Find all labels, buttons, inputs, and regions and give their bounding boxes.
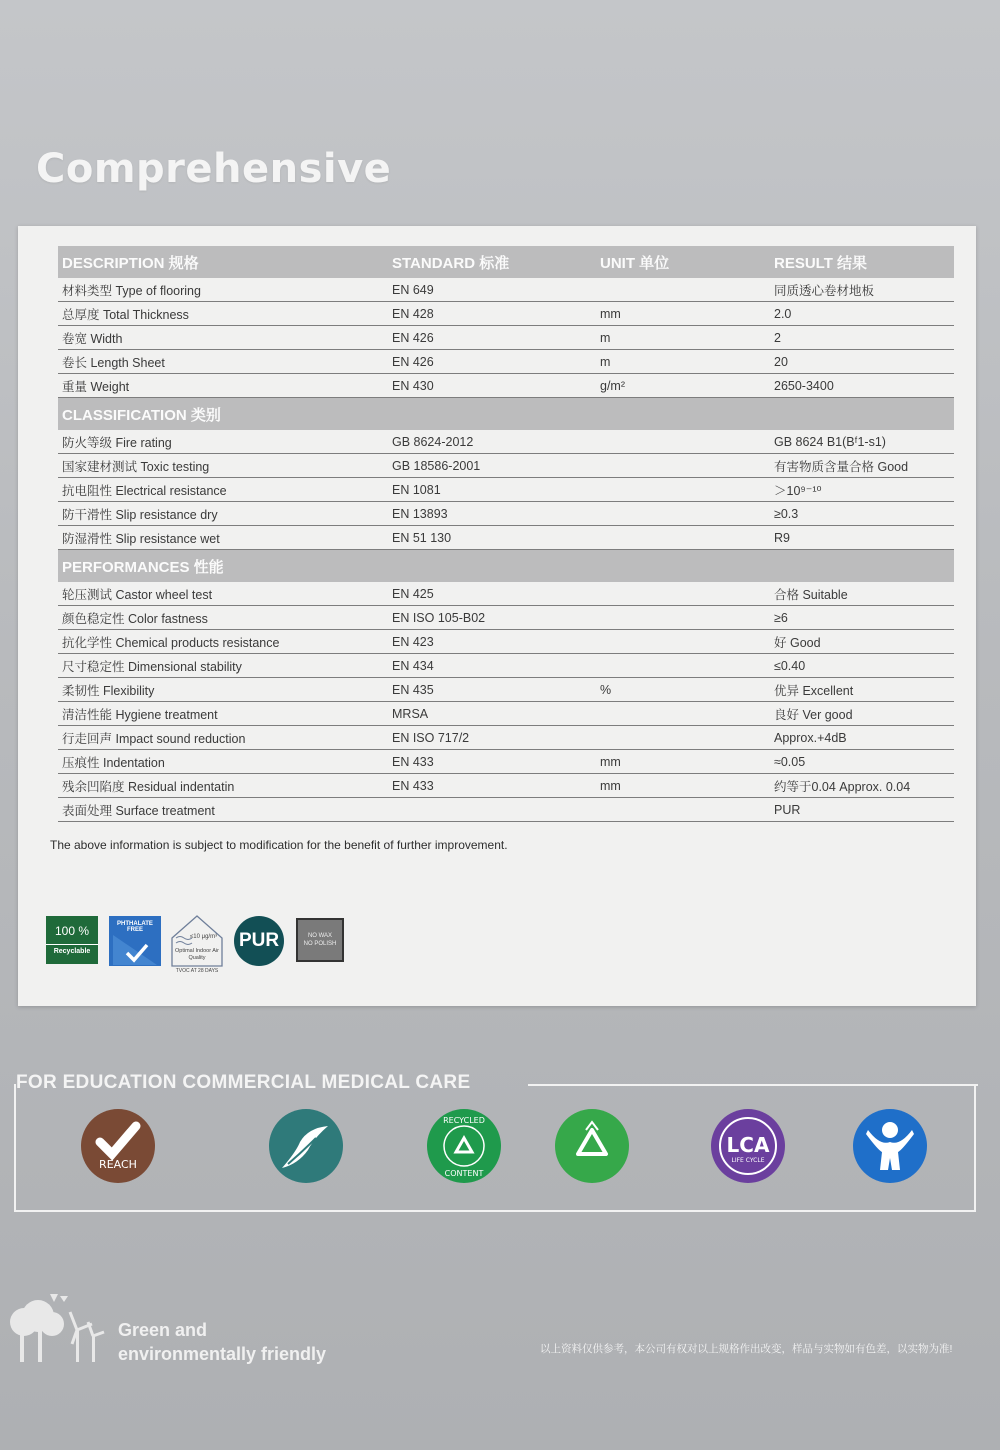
table-cell (596, 430, 770, 454)
voc-label: Optimal Indoor Air Quality (174, 948, 220, 961)
recyclable-label: Recyclable (46, 944, 98, 955)
table-cell: MRSA (388, 702, 596, 726)
table-cell (596, 478, 770, 502)
table-cell: % (596, 678, 770, 702)
table-row (58, 478, 954, 502)
table-cell: 柔韧性 Flexibility (58, 678, 388, 702)
table-header (58, 246, 954, 278)
recycled-content-icon (426, 1108, 502, 1184)
table-cell: R9 (770, 526, 954, 550)
footnote: The above information is subject to modification for the benefit of further improvement. (50, 838, 508, 852)
table-cell: 防湿滑性 Slip resistance wet (58, 526, 388, 550)
table-cell: 2 (770, 326, 954, 350)
table-cell: 好 Good (770, 630, 954, 654)
green-line1: Green and (118, 1320, 208, 1340)
table-cell: 国家建材测试 Toxic testing (58, 454, 388, 478)
table-row (58, 374, 954, 398)
performances-header (58, 550, 954, 583)
page-title: Comprehensive (36, 146, 392, 192)
table-cell: 良好 Ver good (770, 702, 954, 726)
table-cell: EN 430 (388, 374, 596, 398)
table-cell: 2.0 (770, 302, 954, 326)
table-cell: EN 426 (388, 350, 596, 374)
nowax-line1: NO WAX (307, 933, 333, 939)
spec-card (18, 226, 976, 1006)
check-icon (109, 933, 161, 967)
table-cell: 合格 Suitable (770, 582, 954, 606)
table-cell: 抗电阻性 Electrical resistance (58, 478, 388, 502)
table-cell: EN 433 (388, 774, 596, 798)
table-cell: GB 8624 B1(Bᶠ1-s1) (770, 430, 954, 454)
table-cell: EN 1081 (388, 478, 596, 502)
table-cell: EN ISO 717/2 (388, 726, 596, 750)
nowax-line2: NO POLISH (303, 941, 337, 947)
green-tagline (118, 1318, 326, 1366)
table-cell: 卷宽 Width (58, 326, 388, 350)
table-cell: ≥6 (770, 606, 954, 630)
table-row (58, 702, 954, 726)
spec-table (58, 246, 954, 822)
table-header-cell: DESCRIPTION 规格 (58, 246, 388, 278)
table-cell: PUR (770, 798, 954, 822)
table-cell: EN 426 (388, 326, 596, 350)
table-cell: EN 428 (388, 302, 596, 326)
table-cell: 材料类型 Type of flooring (58, 278, 388, 302)
table-cell: m (596, 326, 770, 350)
table-row (58, 582, 954, 606)
table-cell: GB 8624-2012 (388, 430, 596, 454)
recycled-top-label: RECYCLED (443, 1116, 485, 1125)
table-cell: mm (596, 750, 770, 774)
table-cell (596, 582, 770, 606)
table-cell: 表面处理 Surface treatment (58, 798, 388, 822)
table-cell: 优异 Excellent (770, 678, 954, 702)
leaf-icon (268, 1108, 344, 1184)
table-cell: ≥0.3 (770, 502, 954, 526)
table-cell (596, 702, 770, 726)
table-row (58, 454, 954, 478)
table-cell: 约等于0.04 Approx. 0.04 (770, 774, 954, 798)
table-row (58, 302, 954, 326)
table-cell: EN 435 (388, 678, 596, 702)
green-line2: environmentally friendly (118, 1344, 327, 1364)
table-cell: ≈0.05 (770, 750, 954, 774)
table-cell: 压痕性 Indentation (58, 750, 388, 774)
table-cell (596, 502, 770, 526)
classification-header-cell: CLASSIFICATION 类别 (58, 398, 954, 431)
table-cell: g/m² (596, 374, 770, 398)
table-cell: 2650-3400 (770, 374, 954, 398)
lca-sub-label: LIFE CYCLE (731, 1157, 765, 1164)
table-cell: 尺寸稳定性 Dimensional stability (58, 654, 388, 678)
no-wax-badge (296, 918, 344, 962)
table-cell: mm (596, 302, 770, 326)
table-cell: 总厚度 Total Thickness (58, 302, 388, 326)
table-cell: mm (596, 774, 770, 798)
table-cell: ＞10⁹⁻¹⁰ (770, 478, 954, 502)
voc-badge (170, 912, 224, 974)
table-cell: 防干滑性 Slip resistance dry (58, 502, 388, 526)
table-cell: m (596, 350, 770, 374)
table-cell (596, 454, 770, 478)
table-cell: 残余凹陷度 Residual indentatin (58, 774, 388, 798)
table-cell: 20 (770, 350, 954, 374)
table-cell (596, 654, 770, 678)
tree-windmill-icon (2, 1288, 110, 1366)
table-cell: 轮压测试 Castor wheel test (58, 582, 388, 606)
reach-label: REACH (99, 1158, 137, 1171)
table-row (58, 774, 954, 798)
table-row (58, 630, 954, 654)
table-cell: EN ISO 105-B02 (388, 606, 596, 630)
table-row (58, 526, 954, 550)
recyclable-percent: 100 % (54, 924, 90, 938)
table-row (58, 750, 954, 774)
house-icon (170, 912, 224, 974)
phthalate-label: PHTHALATE FREE (117, 921, 153, 933)
table-cell (596, 606, 770, 630)
table-cell: EN 423 (388, 630, 596, 654)
table-cell: ≤0.40 (770, 654, 954, 678)
table-header-cell: STANDARD 标准 (388, 246, 596, 278)
disclaimer: 以上资料仅供参考，本公司有权对以上规格作出改变，样品与实物如有色差，以实物为准! (540, 1343, 953, 1355)
reach-icon (80, 1108, 156, 1184)
table-cell: 重量 Weight (58, 374, 388, 398)
table-cell (596, 526, 770, 550)
table-cell (388, 798, 596, 822)
table-cell: Approx.+4dB (770, 726, 954, 750)
table-cell: EN 51 130 (388, 526, 596, 550)
table-cell: EN 434 (388, 654, 596, 678)
performances-header-cell: PERFORMANCES 性能 (58, 550, 954, 583)
table-row (58, 798, 954, 822)
table-cell: EN 13893 (388, 502, 596, 526)
recycle-icon (554, 1108, 630, 1184)
table-header-cell: RESULT 结果 (770, 246, 954, 278)
lca-icon (710, 1108, 786, 1184)
table-cell (596, 278, 770, 302)
table-cell: 同质透心卷材地板 (770, 278, 954, 302)
table-cell (596, 726, 770, 750)
table-cell: 卷长 Length Sheet (58, 350, 388, 374)
table-row (58, 726, 954, 750)
table-cell: 颜色稳定性 Color fastness (58, 606, 388, 630)
lca-label: LCA (726, 1133, 770, 1157)
table-cell: EN 649 (388, 278, 596, 302)
table-cell: GB 18586-2001 (388, 454, 596, 478)
table-cell: 行走回声 Impact sound reduction (58, 726, 388, 750)
table-row (58, 654, 954, 678)
table-cell: EN 425 (388, 582, 596, 606)
voc-footer: TVOC AT 28 DAYS (175, 968, 219, 974)
table-row (58, 430, 954, 454)
table-cell (596, 630, 770, 654)
care-section-title: FOR EDUCATION COMMERCIAL MEDICAL CARE (16, 1072, 471, 1093)
table-cell: 有害物质含量合格 Good (770, 454, 954, 478)
table-row (58, 606, 954, 630)
phthalate-free-badge (109, 916, 161, 966)
table-cell: 清洁性能 Hygiene treatment (58, 702, 388, 726)
table-cell (596, 798, 770, 822)
table-cell: EN 433 (388, 750, 596, 774)
table-row (58, 350, 954, 374)
table-header-cell: UNIT 单位 (596, 246, 770, 278)
table-row (58, 502, 954, 526)
voc-value: ≤10 μg/m³ (190, 934, 218, 940)
recyclable-badge (46, 916, 98, 964)
table-row (58, 278, 954, 302)
person-icon (852, 1108, 928, 1184)
recycled-bottom-label: CONTENT (444, 1169, 484, 1178)
table-cell: 抗化学性 Chemical products resistance (58, 630, 388, 654)
pur-badge: PUR (234, 916, 284, 966)
classification-header (58, 398, 954, 431)
table-row (58, 678, 954, 702)
table-row (58, 326, 954, 350)
table-cell: 防火等级 Fire rating (58, 430, 388, 454)
